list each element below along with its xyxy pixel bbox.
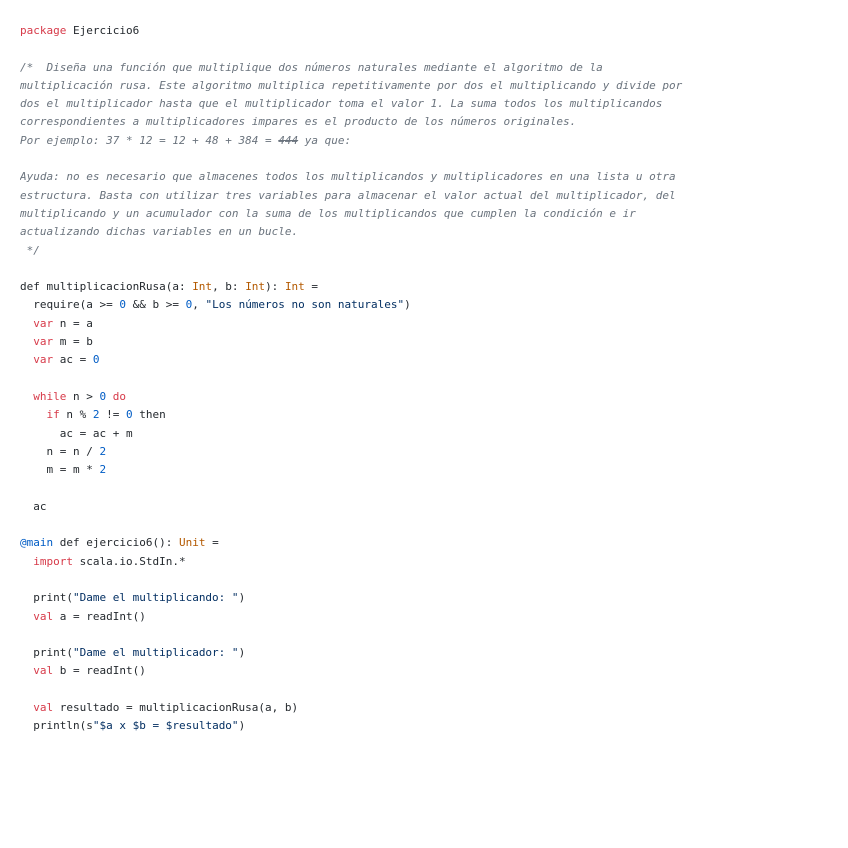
code-token: val [33,664,54,678]
code-token [20,610,33,623]
code-line [20,333,848,351]
code-token: 0 [119,298,126,312]
code-token: , b: [212,280,246,294]
code-token [20,390,33,403]
code-token: 2 [99,463,107,477]
code-line [20,644,848,662]
code-token: val [33,609,54,623]
code-token: scala.io.StdIn.* [73,554,186,568]
code-token: n % [59,408,93,422]
code-line [20,608,848,626]
code-line [20,150,848,168]
code-line [20,351,848,369]
code-token: Int [245,280,266,294]
code-token: ) [404,298,411,312]
code-line [20,461,848,479]
code-token [20,353,33,366]
code-line [20,260,848,278]
code-token: "Los números no son naturales" [205,298,405,312]
code-token: print( [20,646,73,660]
code-line [20,571,848,589]
code-line [20,95,848,113]
code-line [20,626,848,644]
code-token: actualizando dichas variables en un bucle. [20,225,299,239]
code-token: ): [265,280,285,294]
code-token: @main [20,536,54,550]
code-token: Por ejemplo: 37 * 12 = 12 + 48 + 384 = [20,133,279,147]
code-token: package [20,24,67,37]
code-token: def multiplicacionRusa(a: [20,280,193,294]
code-token: 2 [99,444,107,458]
code-token: var [33,353,54,367]
code-token: while [33,389,67,403]
code-line [20,40,848,58]
code-token: print( [20,591,73,605]
code-token: = [205,536,219,550]
code-line [20,223,848,241]
code-line [20,187,848,205]
code-token: ) [238,646,246,660]
code-token: "$a x $b = $resultado" [92,719,239,733]
code-token: "Dame el multiplicando: " [72,591,239,605]
code-line [20,498,848,516]
code-token: multiplicación rusa. Este algoritmo multiplica repetitivamente por dos el multiplicando y divide por [20,78,683,92]
code-line [20,699,848,717]
code-token: correspondientes a multiplicadores impares es el producto de los números originales. [20,115,577,129]
code-token: a = readInt() [53,609,146,623]
code-token: dos el multiplicador hasta que el multiplicador toma el valor 1. La suma todos los multiplicandos [20,97,663,111]
code-line [20,479,848,497]
code-line [20,205,848,223]
code-token: Ejercicio6 [66,24,140,37]
code-token: ac = [53,353,93,367]
code-token: def ejercicio6(): [53,536,179,550]
code-token: , [192,298,206,312]
code-token: ya que: [298,133,352,147]
code-token: estructura. Basta con utilizar tres variables para almacenar el valor actual del multiplicador, del [20,188,676,202]
code-token: 444 [278,133,299,147]
code-token: import [33,554,73,568]
code-line [20,516,848,534]
code-token: n > [66,389,100,403]
code-token: var [33,335,54,349]
code-token [20,335,33,348]
code-token: ac = ac + m [20,426,133,440]
code-line [20,443,848,461]
code-token: 0 [99,389,107,403]
code-line [20,242,848,260]
code-token [20,664,33,677]
code-line [20,77,848,95]
code-token: ) [238,719,246,733]
code-token: var [33,316,54,330]
code-line [20,59,848,77]
code-line [20,681,848,699]
code-line [20,278,848,296]
code-token: multiplicando y un acumulador con la suma de los multiplicandos que cumplen la condición e ir [20,206,636,220]
code-token: b = readInt() [53,664,146,678]
code-token: then [132,408,166,422]
code-line [20,662,848,680]
code-token: println(s [20,719,93,733]
code-token: do [112,389,126,403]
code-token: n = n / [20,444,100,458]
code-line [20,534,848,552]
code-token: ac [20,499,47,513]
code-token [20,701,33,714]
code-token: 0 [126,408,133,422]
code-token [106,390,113,403]
code-line [20,425,848,443]
code-token: require(a >= [20,298,120,312]
code-token: 0 [185,298,193,312]
code-token: m = b [53,335,93,349]
code-token: resultado = multiplicacionRusa(a, b) [53,700,299,714]
code-line [20,168,848,186]
code-token: 2 [92,408,100,422]
code-line [20,315,848,333]
code-token: Ayuda: no es necesario que almacenes todos los multiplicandos y multiplicadores en una lista u otra [20,170,676,184]
code-line [20,717,848,735]
code-token: "Dame el multiplicador: " [72,646,239,660]
code-token: 0 [92,353,100,367]
code-line [20,589,848,607]
code-token: != [99,408,126,422]
code-token: n = a [53,316,93,330]
code-token [20,408,47,421]
code-token: Int [192,280,213,294]
code-token: if [46,408,60,422]
code-token: m = m * [20,463,100,477]
code-line [20,406,848,424]
code-line [20,22,848,40]
code-line [20,296,848,314]
code-line [20,132,848,150]
code-token: && b >= [125,298,186,312]
code-line [20,113,848,131]
code-token: Unit [178,536,206,550]
code-token: val [33,700,54,714]
code-line [20,370,848,388]
code-line [20,388,848,406]
code-token: ) [238,591,246,605]
code-token [20,317,33,330]
code-token: */ [20,243,40,257]
code-token: = [304,280,319,294]
code-token [20,555,33,568]
code-line [20,553,848,571]
code-token: Int [284,280,305,294]
code-token: /* Diseña una función que multiplique dos números naturales mediante el algoritmo de la [20,60,603,74]
